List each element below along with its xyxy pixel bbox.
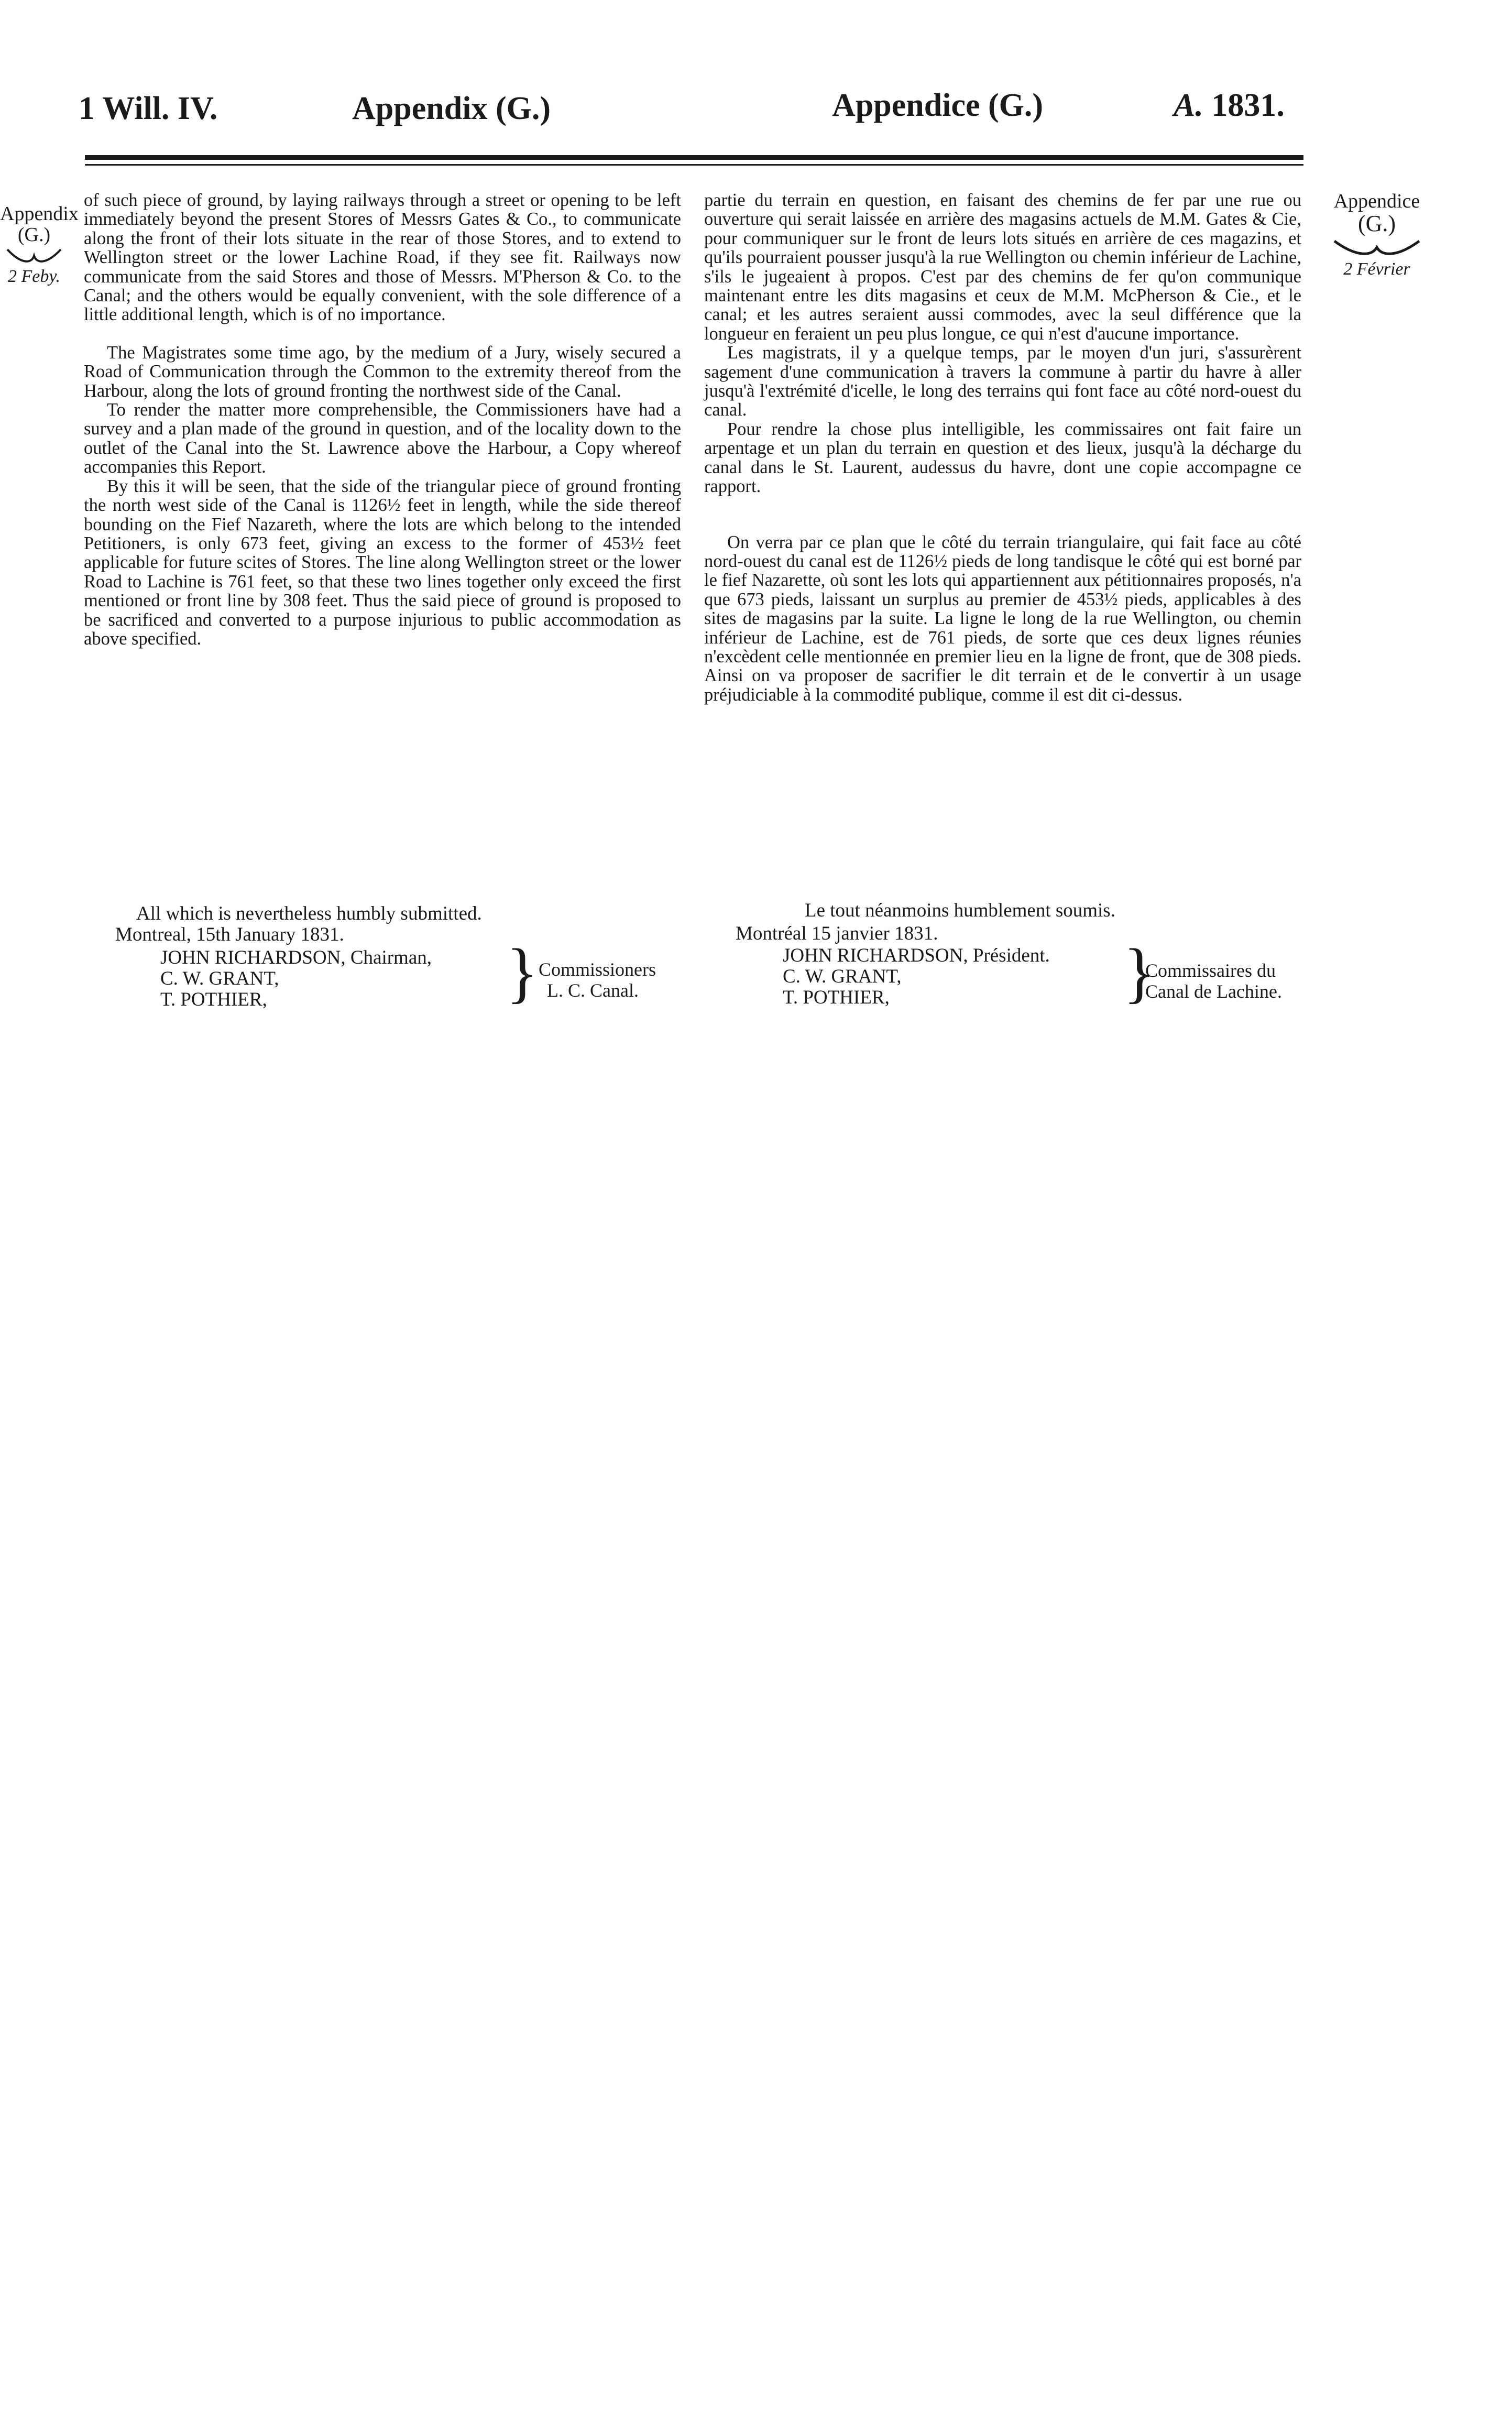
margin-appendix-letter: (G.): [1357, 211, 1396, 236]
signatory-name: JOHN RICHARDSON, Président.: [783, 945, 1050, 966]
signatory-name: JOHN RICHARDSON, Chairman,: [160, 947, 432, 968]
margin-note-right: [1314, 191, 1440, 280]
french-column: [704, 191, 1301, 704]
year-number: 1831.: [1211, 88, 1285, 123]
english-paragraph: To render the matter more comprehensible, the Commissioners have had a survey and a plan made of the ground in question, and of the locality down to the outlet of the Canal into the St. Lawrence above the Harbour, a Copy whereof accompanies this Report.: [84, 400, 681, 477]
english-dateline: Montreal, 15th January 1831.: [115, 924, 344, 945]
office-line: Canal de Lachine.: [1145, 981, 1282, 1002]
office-line: Commissaires du: [1145, 960, 1276, 981]
english-office: [539, 959, 656, 1001]
english-column: [84, 191, 681, 648]
signatory-name: C. W. GRANT,: [783, 966, 902, 987]
english-closing: All which is nevertheless humbly submitted.: [136, 903, 482, 924]
english-signatories: [160, 947, 432, 1010]
brace-glyph: }: [1123, 935, 1156, 1010]
margin-date: 2 Feby.: [7, 267, 61, 286]
swash-ornament-icon: [5, 245, 63, 266]
margin-appendix-label: Appendix: [0, 203, 79, 225]
signatory-name: T. POTHIER,: [160, 989, 267, 1010]
head-rule-thin: [85, 164, 1303, 166]
french-signatories: [783, 945, 1050, 1008]
year-letter: A.: [1174, 88, 1203, 123]
french-paragraph: On verra par ce plan que le côté du terrain triangulaire, qui fait face au côté nord-ouest du canal est de 1126½ pieds de long tandisque le côté qui est borné par le fief Nazarette, où sont les lots qui appartiennent aux pétitionnaires proposés, n'a que 673 pieds, laissant un surplus au premier de 453½ pieds, applicables à des sites de magasins par la suite. La ligne le long de la rue Wellington, ou chemin inférieur de Lachine, est de 761 pieds, de sorte que ces deux lignes réunies n'excèdent celle mentionnée en premier lieu en la ligne de front, que de 308 pieds. Ainsi on va proposer de sacrifier le dit terrain et de le convertir à un usage préjudiciable à la commodité publique, comme il est dit ci-dessus.: [704, 532, 1301, 705]
running-head-appendix-en: Appendix (G.): [352, 91, 551, 126]
french-paragraph: partie du terrain en question, en faisant des chemins de fer par une rue ou ouverture qui serait laissée en arrière des magasins actuels de M.M. Gates & Cie, pour communiquer sur le front de leurs lots situés en arrière de ces magazins, et qu'ils pourraient pousser jusqu'à la rue Wellington ou chemin inférieur de Lachine, s'ils le jugeaient à propos. C'est par des chemins de fer qu'on communique maintenant entre les dits magasins et ceux de M.M. McPherson & Cie., et le canal; et les autres seraient aussi commodes, avec la seul différence que la longueur en feraient un peu plus longue, ce qui n'est d'aucune importance.: [704, 190, 1301, 344]
french-paragraph: Pour rendre la chose plus intelligible, les commissaires ont fait faire un arpentage et un plan du terrain en question et des lieux, jusqu'à la décharge du canal dans le St. Laurent, audessus du havre, dont une copie accompagne ce rapport.: [704, 419, 1301, 497]
office-line: Commissioners: [539, 959, 656, 980]
margin-note-left: [0, 203, 79, 287]
running-head-appendix-fr: Appendice (G.): [832, 88, 1043, 123]
french-closing: Le tout néanmoins humblement soumis.: [805, 900, 1115, 921]
english-paragraph: of such piece of ground, by laying railways through a street or opening to be left immediately beyond the present Stores of Messrs Gates & Co., to communicate along the front of their lots situate in the rear of those Stores, and to extend to Wellington street or the lower Lachine Road, if they see fit. Railways now communicate from the said Stores and those of Messrs. M'Pherson & Co. to the Canal; and the others would be equally convenient, with the sole difference of a little additional length, which is of no importance.: [84, 190, 681, 325]
english-paragraph: By this it will be seen, that the side of the triangular piece of ground fronting the north west side of the Canal is 1126½ feet in length, while the side thereof bounding on the Fief Nazareth, where the lots are which belong to the intended Petitioners, is only 673 feet, giving an excess to the former of 453½ feet applicable for future scites of Stores. The line along Wellington street or the lower Road to Lachine is 761 feet, so that these two lines together only exceed the first mentioned or front line by 308 feet. Thus the said piece of ground is proposed to be sacrificed and converted to a purpose injurious to public accommodation as above specified.: [84, 476, 681, 649]
brace-glyph: }: [506, 935, 539, 1010]
running-head-regnal-year: 1 Will. IV.: [79, 91, 218, 126]
french-paragraph: Les magistrats, il y a quelque temps, par le moyen d'un juri, s'assurèrent sagement d'une communication à travers la commune à partir du havre à aller jusqu'à l'extrémité d'icelle, le long des terrains qui font face au côté nord-ouest du canal.: [704, 343, 1301, 420]
english-paragraph: The Magistrates some time ago, by the medium of a Jury, wisely secured a Road of Communication through the Common to the extremity thereof from the Harbour, along the lots of ground fronting the northwest side of the Canal.: [84, 342, 681, 401]
french-office: [1145, 960, 1282, 1002]
signatory-name: C. W. GRANT,: [160, 968, 279, 989]
french-dateline: Montréal 15 janvier 1831.: [736, 923, 938, 944]
head-rule-thick: [85, 155, 1303, 160]
signatory-name: T. POTHIER,: [783, 987, 890, 1008]
office-line: L. C. Canal.: [547, 980, 639, 1001]
margin-date: 2 Février: [1343, 259, 1410, 279]
swash-ornament-icon: [1332, 236, 1421, 259]
running-head-year: [1174, 89, 1285, 122]
margin-appendix-label: Appendice: [1333, 190, 1420, 212]
margin-appendix-letter: (G.): [17, 224, 51, 246]
